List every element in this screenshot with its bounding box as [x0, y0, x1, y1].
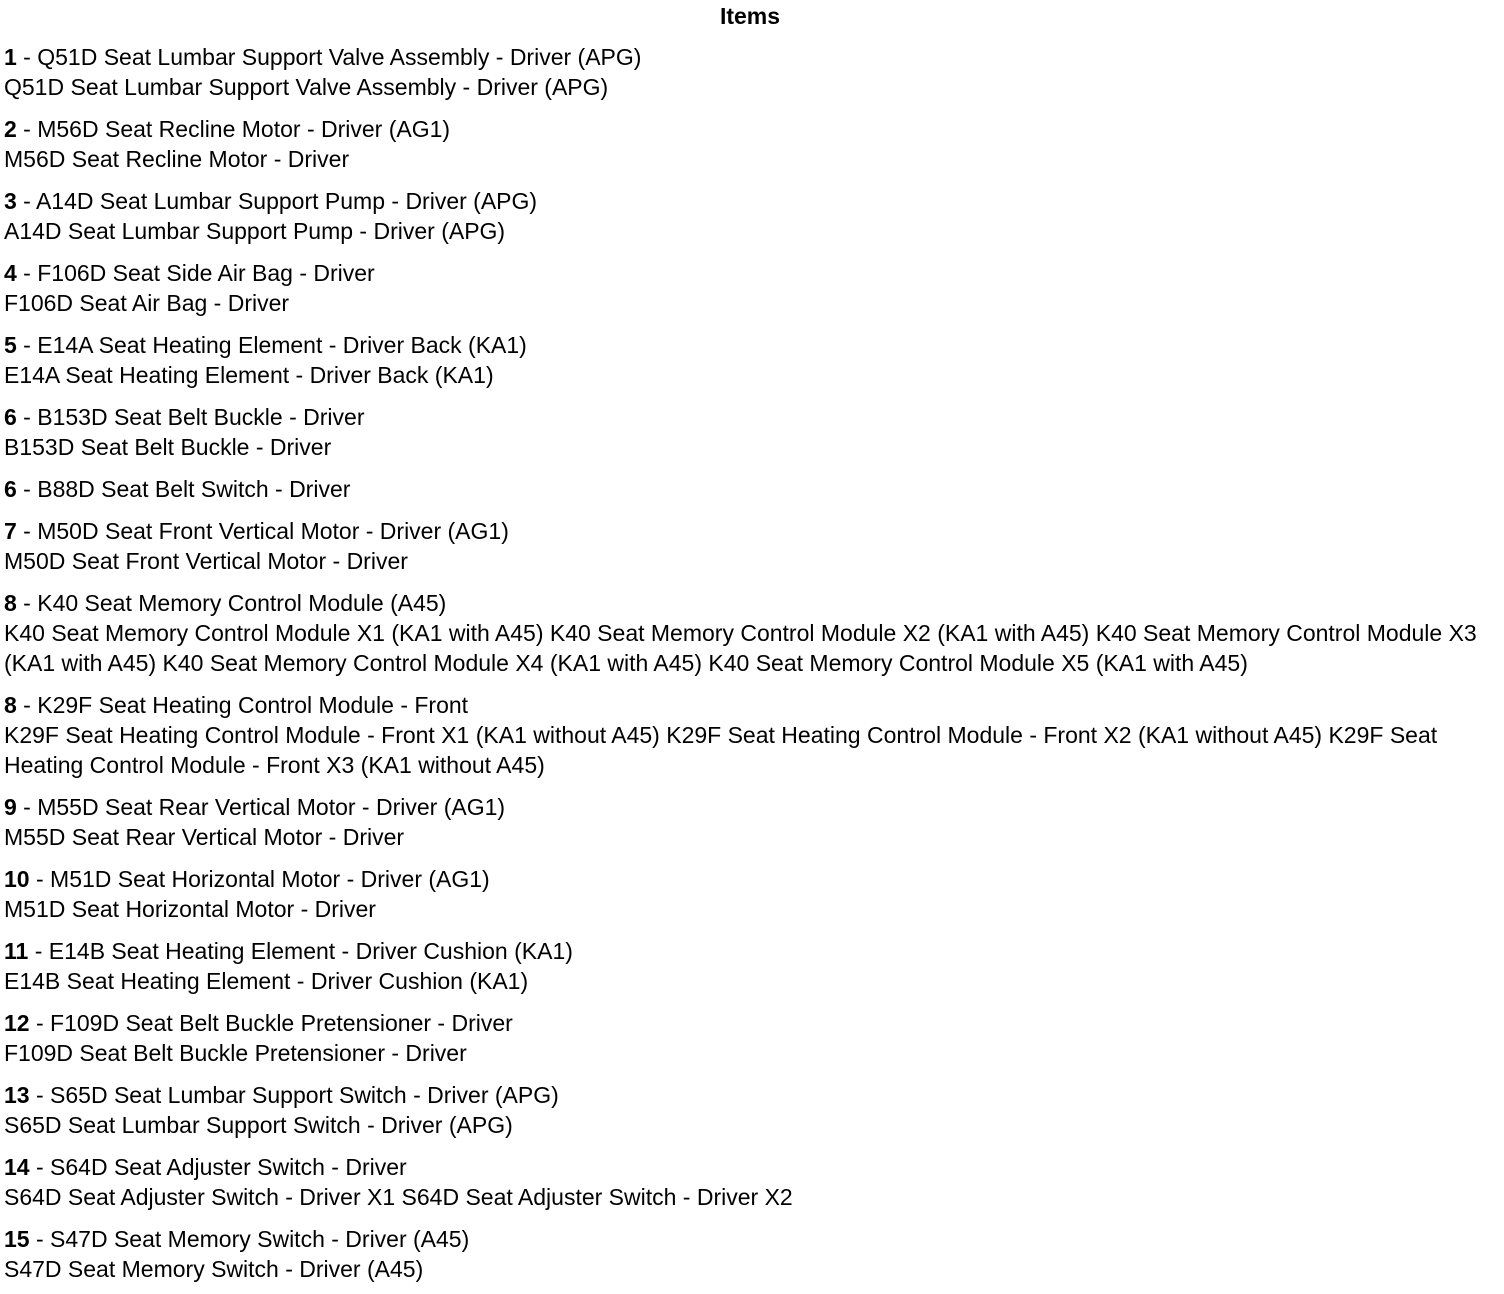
item-heading	[4, 114, 1496, 144]
item-number: 14	[4, 1154, 30, 1180]
item-description: M50D Seat Front Vertical Motor - Driver	[4, 548, 408, 574]
item-heading	[4, 588, 1496, 618]
item-label: - S47D Seat Memory Switch - Driver (A45)	[29, 1226, 470, 1252]
list-item	[4, 114, 1496, 174]
item-heading	[4, 42, 1496, 72]
item-label: - E14A Seat Heating Element - Driver Back (KA1)	[16, 332, 527, 358]
item-description: E14B Seat Heating Element - Driver Cushion (KA1)	[4, 968, 529, 994]
item-number: 5	[4, 332, 17, 358]
item-description: S64D Seat Adjuster Switch - Driver X1 S64D Seat Adjuster Switch - Driver X2	[4, 1184, 793, 1210]
item-heading	[4, 864, 1496, 894]
item-number: 6	[4, 404, 17, 430]
item-description: F109D Seat Belt Buckle Pretensioner - Driver	[4, 1040, 467, 1066]
item-label: - M51D Seat Horizontal Motor - Driver (AG1)	[29, 866, 490, 892]
item-heading	[4, 1152, 1496, 1182]
item-description: F106D Seat Air Bag - Driver	[4, 290, 290, 316]
list-item	[4, 1224, 1496, 1284]
list-item	[4, 402, 1496, 462]
item-description: S65D Seat Lumbar Support Switch - Driver (APG)	[4, 1112, 513, 1138]
item-number: 2	[4, 116, 17, 142]
list-item	[4, 258, 1496, 318]
item-description: S47D Seat Memory Switch - Driver (A45)	[4, 1256, 424, 1282]
item-number: 11	[4, 938, 29, 964]
item-number: 7	[4, 518, 17, 544]
item-label: - S65D Seat Lumbar Support Switch - Driver (APG)	[29, 1082, 559, 1108]
item-label: - M50D Seat Front Vertical Motor - Driver (AG1)	[16, 518, 509, 544]
item-number: 8	[4, 692, 17, 718]
item-heading	[4, 1080, 1496, 1110]
item-label: - K29F Seat Heating Control Module - Front	[16, 692, 469, 718]
item-description: K29F Seat Heating Control Module - Front X1 (KA1 without A45) K29F Seat Heating Control Module - Front X2 (KA1 without A45) K29F Seat Heating Control Module - Front X3 (KA1 without A45)	[4, 722, 1438, 778]
item-label: - M56D Seat Recline Motor - Driver (AG1)	[16, 116, 451, 142]
item-label: - A14D Seat Lumbar Support Pump - Driver (APG)	[16, 188, 538, 214]
item-label: - S64D Seat Adjuster Switch - Driver	[29, 1154, 407, 1180]
item-description: E14A Seat Heating Element - Driver Back (KA1)	[4, 362, 494, 388]
item-label: - B153D Seat Belt Buckle - Driver	[16, 404, 365, 430]
list-item	[4, 936, 1496, 996]
list-item	[4, 474, 1496, 504]
item-number: 6	[4, 476, 17, 502]
item-number: 15	[4, 1226, 30, 1252]
item-label: - K40 Seat Memory Control Module (A45)	[16, 590, 447, 616]
item-label: - Q51D Seat Lumbar Support Valve Assembly - Driver (APG)	[16, 44, 642, 70]
item-description: M51D Seat Horizontal Motor - Driver	[4, 896, 376, 922]
list-item	[4, 588, 1496, 678]
item-heading	[4, 402, 1496, 432]
item-number: 1	[4, 44, 17, 70]
item-number: 4	[4, 260, 17, 286]
item-heading	[4, 936, 1496, 966]
item-description: A14D Seat Lumbar Support Pump - Driver (APG)	[4, 218, 506, 244]
list-item	[4, 516, 1496, 576]
item-label: - F106D Seat Side Air Bag - Driver	[16, 260, 375, 286]
list-item	[4, 864, 1496, 924]
item-label: - B88D Seat Belt Switch - Driver	[16, 476, 351, 502]
list-item	[4, 330, 1496, 390]
item-number: 10	[4, 866, 30, 892]
list-item	[4, 42, 1496, 102]
item-description: M56D Seat Recline Motor - Driver	[4, 146, 350, 172]
item-heading	[4, 330, 1496, 360]
page-title: Items	[719, 3, 781, 29]
item-number: 12	[4, 1010, 30, 1036]
item-heading	[4, 474, 1496, 504]
item-label: - E14B Seat Heating Element - Driver Cushion (KA1)	[28, 938, 573, 964]
list-item	[4, 792, 1496, 852]
list-item	[4, 1080, 1496, 1140]
item-heading	[4, 792, 1496, 822]
item-label: - F109D Seat Belt Buckle Pretensioner - Driver	[29, 1010, 513, 1036]
item-description: Q51D Seat Lumbar Support Valve Assembly - Driver (APG)	[4, 74, 609, 100]
list-item	[4, 1008, 1496, 1068]
item-number: 13	[4, 1082, 30, 1108]
item-description: B153D Seat Belt Buckle - Driver	[4, 434, 332, 460]
item-heading	[4, 1224, 1496, 1254]
item-description: M55D Seat Rear Vertical Motor - Driver	[4, 824, 405, 850]
item-number: 8	[4, 590, 17, 616]
item-heading	[4, 1008, 1496, 1038]
item-heading	[4, 516, 1496, 546]
item-heading	[4, 258, 1496, 288]
list-item	[4, 1152, 1496, 1212]
item-number: 9	[4, 794, 17, 820]
item-heading	[4, 186, 1496, 216]
item-number: 3	[4, 188, 17, 214]
list-item	[4, 186, 1496, 246]
item-description: K40 Seat Memory Control Module X1 (KA1 with A45) K40 Seat Memory Control Module X2 (KA1 with A45) K40 Seat Memory Control Module X3 (KA1 with A45) K40 Seat Memory Control Module X4 (KA1 with A45) K40 Seat Memory Control Module X5 (KA1 with A45)	[4, 620, 1477, 676]
item-heading	[4, 690, 1496, 720]
item-label: - M55D Seat Rear Vertical Motor - Driver (AG1)	[16, 794, 506, 820]
list-item	[4, 690, 1496, 780]
